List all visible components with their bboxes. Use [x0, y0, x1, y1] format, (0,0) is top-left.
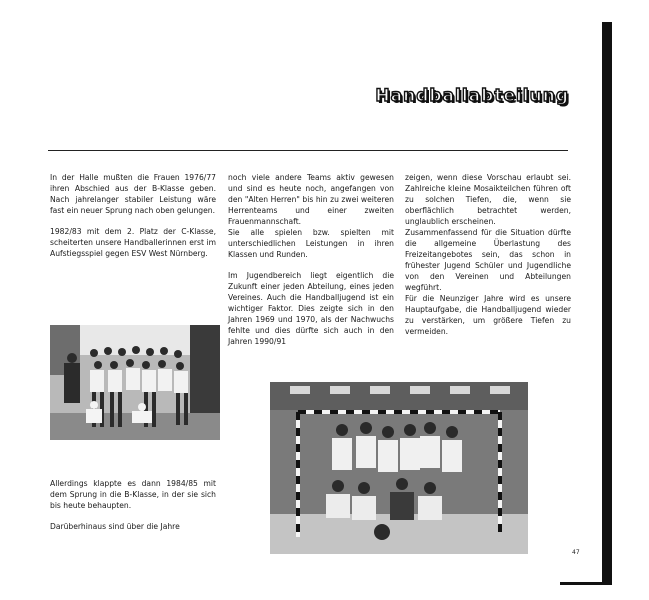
- text-column-2: [228, 172, 394, 357]
- paragraph: zeigen, wenn diese Vorschau erlaubt sei. Zahlreiche kleine Mosaikteilchen führen oft zu solchen Tiefen, die, wenn sie oberflächlich betrachtet werden, unglaublich erscheinen.: [405, 173, 571, 226]
- text-column-1: [50, 172, 216, 269]
- paragraph: Für die Neunziger Jahre wird es unsere Hauptaufgabe, die Handballjugend wieder zu verstärken, um größere Tiefen zu vermeiden.: [405, 294, 571, 336]
- youth-team-photo: [50, 325, 220, 440]
- paragraph: noch viele andere Teams aktiv gewesen und sind es heute noch, angefangen von den "Alten Herren" bis hin zu zwei weiteren Herrenteams und einer zweiten Frauenmannschaft.: [228, 173, 394, 226]
- paragraph: 1982/83 mit dem 2. Platz der C-Klasse, scheiterten unsere Handballerinnen erst im Aufstiegsspiel gegen ESV West Nürnberg.: [50, 227, 216, 258]
- title-rule: [48, 150, 568, 151]
- paragraph: Sie alle spielen bzw. spielten mit unterschiedlichen Leistungen in ihren Klassen und Runden.: [228, 228, 394, 259]
- paragraph: Darüberhinaus sind über die Jahre: [50, 522, 180, 531]
- paragraph: In der Halle mußten die Frauen 1976/77 ihren Abschied aus der B-Klasse geben. Nach jahrelanger stabiler Leistung wäre fast ein neuer Sprung nach oben gelungen.: [50, 173, 216, 215]
- text-column-3: [405, 172, 571, 347]
- page-spine-bar: [602, 22, 612, 582]
- page-bottom-bar: [560, 582, 612, 585]
- text-column-1-continued: [50, 478, 216, 532]
- paragraph: Allerdings klappte es dann 1984/85 mit dem Sprung in die B-Klasse, in der sie sich bis heute behaupten.: [50, 479, 216, 510]
- women-team-photo: [270, 382, 528, 554]
- page-title: Handballabteilung: [375, 86, 569, 106]
- page-number: 47: [572, 549, 580, 556]
- paragraph: Zusammenfassend für die Situation dürfte die allgemeine Überlastung des Freizeitangebotes sein, das schon in frühester Jugend Schüler und Jugendliche von den Vereinen und Abteilungen wegführt.: [405, 228, 571, 292]
- paragraph: Im Jugendbereich liegt eigentlich die Zukunft einer jeden Abteilung, eines jeden Vereines. Auch die Handballjugend ist ein wichtiger Faktor. Dies zeigte sich in den Jahren 1969 und 1970, als der Nachwuchs fehlte und dies dürfte sich auch in den Jahren 1990/91: [228, 271, 394, 346]
